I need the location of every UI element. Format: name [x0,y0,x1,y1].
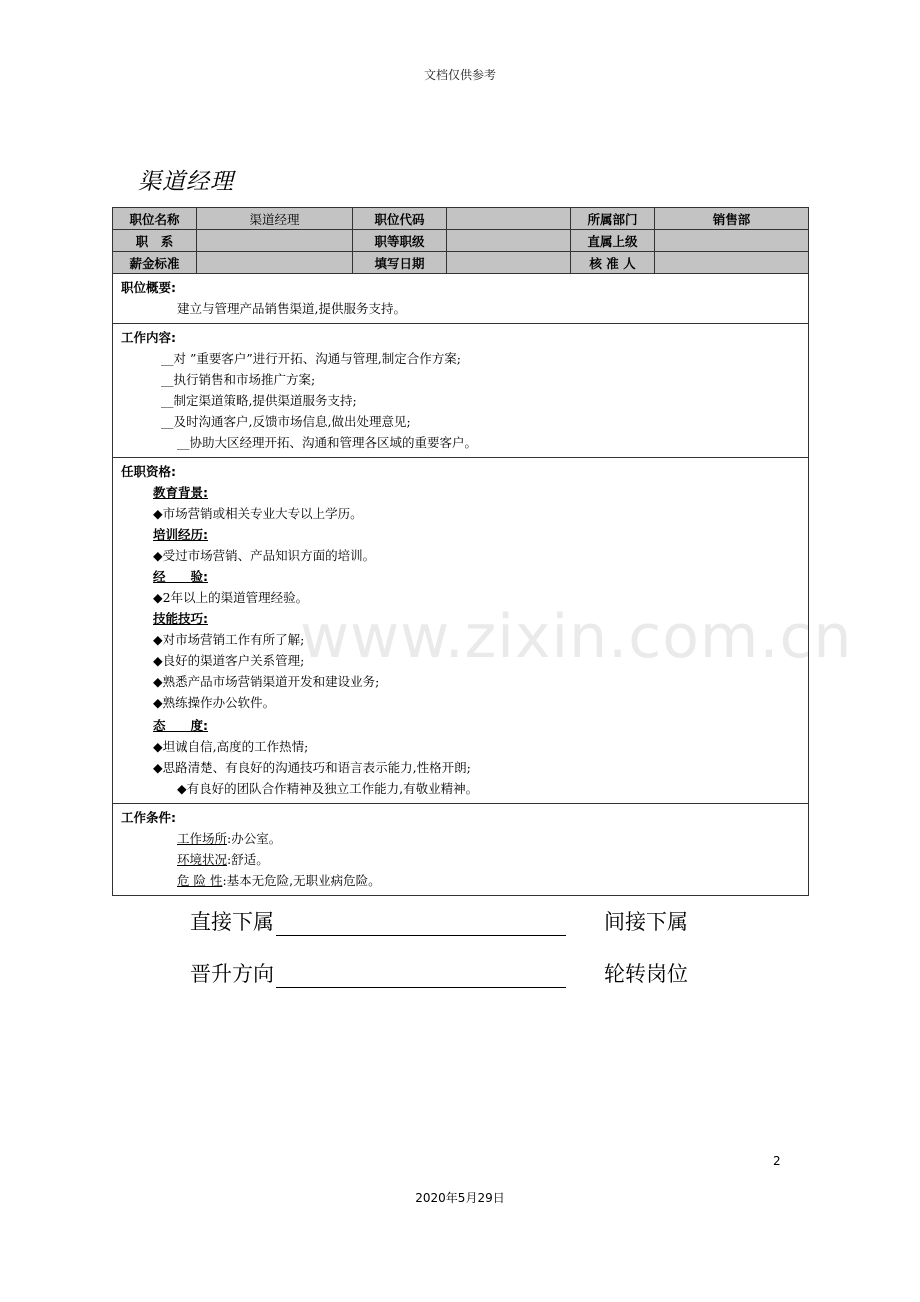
attitude-item: ◆思路清楚、有良好的沟通技巧和语言表示能力,性格开朗; [153,760,471,775]
duties-label: 工作内容: [121,330,176,345]
condition-item [121,828,800,849]
summary-text: 建立与管理产品销售渠道,提供服务支持。 [177,301,406,316]
rotation-label: 轮转岗位 [604,962,688,986]
label-supervisor: 直属上级 [571,230,655,252]
duty-item: __协助大区经理开拓、沟通和管理各区域的重要客户。 [177,435,478,450]
subordinates-line [190,906,688,936]
label-position-name: 职位名称 [113,208,197,230]
condition-key: 环境状况 [177,852,228,867]
info-row-3 [113,252,809,274]
label-fill-date: 填写日期 [353,252,447,274]
value-department: 销售部 [655,208,809,230]
value-approver [655,252,809,274]
label-position-code: 职位代码 [353,208,447,230]
qualifications-label: 任职资格: [121,464,176,479]
condition-value: :基本无危险,无职业病危险。 [222,873,381,888]
skills-title: 技能技巧: [153,611,208,626]
experience-item: ◆2年以上的渠道管理经验。 [153,590,309,605]
skills-item: ◆良好的渠道客户关系管理; [153,653,305,668]
condition-value: :办公室。 [227,831,282,846]
attitude-item: ◆坦诚自信,高度的工作热情; [153,739,309,754]
qualifications-section [113,458,809,804]
duty-item: __制定渠道策略,提供渠道服务支持; [161,393,357,408]
label-grade: 职等职级 [353,230,447,252]
condition-key: 危 险 性 [177,873,223,888]
duties-section [113,324,809,458]
promotion-blank[interactable] [276,965,566,988]
indirect-subordinates-label: 间接下属 [604,910,688,934]
summary-label: 职位概要: [121,280,176,295]
duty-item: __执行销售和市场推广方案; [161,372,316,387]
attitude-title: 态 度: [153,718,208,733]
direct-subordinates-blank[interactable] [276,913,566,936]
label-job-family: 职 系 [113,230,197,252]
info-row-2 [113,230,809,252]
promotion-label: 晋升方向 [190,962,274,986]
education-item: ◆市场营销或相关专业大专以上学历。 [153,506,363,521]
skills-item: ◆熟悉产品市场营销渠道开发和建设业务; [153,674,380,689]
condition-item [121,870,800,891]
condition-value: :舒适。 [227,852,269,867]
value-position-code [447,208,571,230]
value-grade [447,230,571,252]
page-number: 2 [773,1154,781,1168]
value-job-family [197,230,353,252]
header-note: 文档仅供参考 [423,68,496,82]
footer-date: 2020年5月29日 [415,1191,505,1205]
training-title: 培训经历: [153,527,208,542]
career-line [190,958,688,988]
skills-item: ◆对市场营销工作有所了解; [153,632,305,647]
label-approver: 核 准 人 [571,252,655,274]
direct-subordinates-label: 直接下属 [190,910,274,934]
value-fill-date [447,252,571,274]
label-department: 所属部门 [571,208,655,230]
duty-item: __对 ”重要客户”进行开拓、沟通与管理,制定合作方案; [161,351,461,366]
info-row-1 [113,208,809,230]
condition-item [121,849,800,870]
value-supervisor [655,230,809,252]
education-title: 教育背景: [153,485,208,500]
training-item: ◆受过市场营销、产品知识方面的培训。 [153,548,376,563]
conditions-label: 工作条件: [121,810,176,825]
label-salary: 薪金标准 [113,252,197,274]
condition-key: 工作场所 [177,831,228,846]
conditions-section [113,804,809,896]
attitude-item: ◆有良好的团队合作精神及独立工作能力,有敬业精神。 [177,781,479,796]
job-description-table [112,207,809,896]
summary-section [113,274,809,324]
page-title: 渠道经理 [138,169,234,195]
duty-item: __及时沟通客户,反馈市场信息,做出处理意见; [161,414,411,429]
value-salary [197,252,353,274]
experience-title: 经 验: [153,569,208,584]
skills-item: ◆熟练操作办公软件。 [153,695,276,710]
value-position-name: 渠道经理 [197,208,353,230]
watermark: www.zixin.com.cn [300,602,853,672]
